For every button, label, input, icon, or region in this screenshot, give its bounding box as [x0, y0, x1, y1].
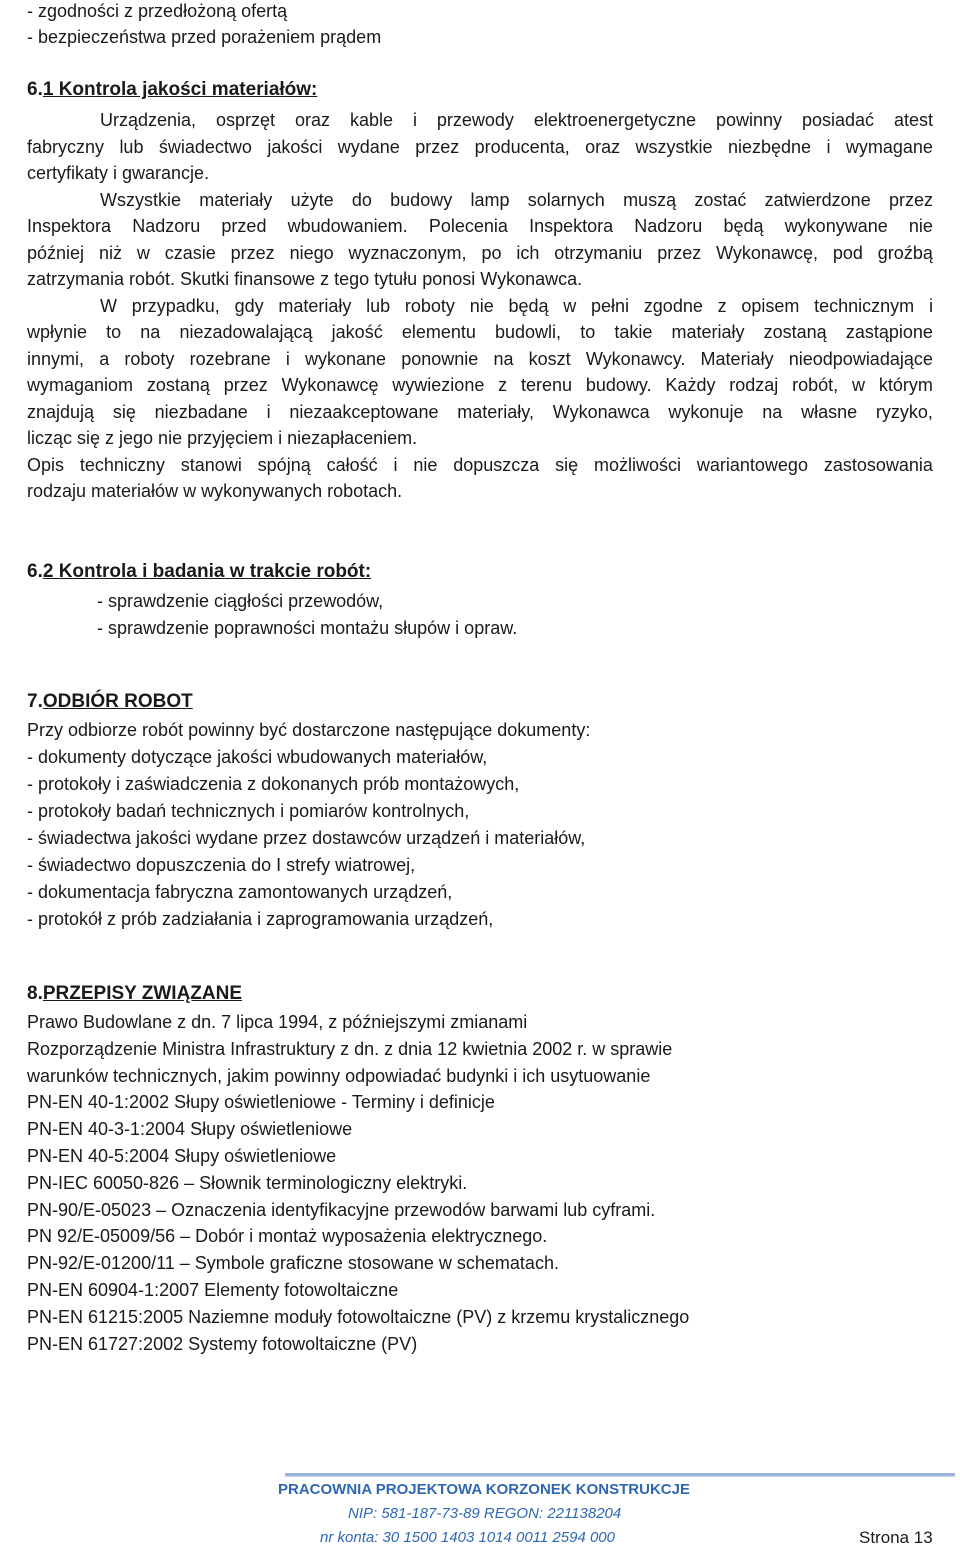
section-title: 1 Kontrola jakości materiałów: [42, 79, 318, 100]
regulation-item: PN-EN 61215:2005 Naziemne moduły fotowoltaiczne (PV) z krzemu krystalicznego [27, 1306, 690, 1327]
paragraph-line: licząc się z jego nie przyjęciem i niezapłaceniem. [27, 428, 418, 448]
paragraph-line: wymaganiom zostaną przez Wykonawcę wywiezione z terenu budowy. Każdy rodzaj robót, w którym [27, 375, 933, 395]
bullet-item: - bezpieczeństwa przed porażeniem prądem [27, 27, 382, 47]
section-number: 8. [27, 983, 43, 1004]
footer-ids: NIP: 581-187-73-89 REGON: 221138204 [348, 1505, 622, 1522]
section-number: 7. [27, 691, 43, 712]
regulation-item: PN-EN 40-3-1:2004 Słupy oświetleniowe [27, 1119, 353, 1140]
document-item: - protokół z prób zadziałania i zaprogramowania urządzeń, [27, 909, 494, 929]
regulation-item: Rozporządzenie Ministra Infrastruktury z dn. z dnia 12 kwietnia 2002 r. w sprawie [27, 1038, 673, 1059]
footer-company: PRACOWNIA PROJEKTOWA KORZONEK KONSTRUKCJE [278, 1481, 690, 1498]
regulation-item: PN 92/E-05009/56 – Dobór i montaż wyposażenia elektrycznego. [27, 1226, 548, 1247]
regulation-item: warunków technicznych, jakim powinny odpowiadać budynki i ich usytuowanie [27, 1065, 651, 1086]
document-item: - świadectwa jakości wydane przez dostawców urządzeń i materiałów, [27, 828, 586, 848]
regulation-item: Prawo Budowlane z dn. 7 lipca 1994, z późniejszymi zmianami [27, 1012, 528, 1032]
section-number: 6. [27, 79, 43, 100]
footer-account: nr konta: 30 1500 1403 1014 0011 2594 000 [320, 1529, 615, 1546]
regulation-item: PN-90/E-05023 – Oznaczenia identyfikacyjne przewodów barwami lub cyframi. [27, 1199, 656, 1220]
footer-divider [285, 1473, 955, 1477]
section-heading [27, 981, 242, 1007]
paragraph-line: zatrzymania robót. Skutki finansowe z tego tytułu ponosi Wykonawca. [27, 269, 583, 289]
bullet-item: - zgodności z przedłożoną ofertą [27, 1, 288, 21]
regulation-item: PN-EN 40-1:2002 Słupy oświetleniowe - Terminy i definicje [27, 1092, 495, 1113]
paragraph-line: W przypadku, gdy materiały lub roboty nie będą w pełni zgodne z opisem technicznym i [100, 295, 933, 316]
section-heading [27, 77, 317, 103]
section-intro: Przy odbiorze robót powinny być dostarczone następujące dokumenty: [27, 720, 591, 740]
paragraph-line: później niż w czasie przez niego wyznaczonym, po ich otrzymaniu przez Wykonawcę, pod groźbą [27, 242, 933, 263]
document-item: - protokoły badań technicznych i pomiarów kontrolnych, [27, 801, 470, 821]
document-item: - dokumentacja fabryczna zamontowanych urządzeń, [27, 882, 453, 902]
regulation-item: PN-92/E-01200/11 – Symbole graficzne stosowane w schematach. [27, 1253, 559, 1274]
paragraph-line: wpłynie to na niezadowalającą jakość elementu budowli, to takie materiały zostaną zastąpione [27, 322, 933, 342]
paragraph-line: Opis techniczny stanowi spójną całość i nie dopuszcza się możliwości wariantowego zastosowania [27, 454, 933, 475]
document-item: - protokoły i zaświadczenia z dokonanych prób montażowych, [27, 774, 520, 794]
section-title: ODBIÓR ROBOT [42, 691, 193, 712]
section-heading [27, 559, 371, 585]
paragraph-line: Urządzenia, osprzęt oraz kable i przewody elektroenergetyczne powinny posiadać atest [100, 110, 933, 130]
paragraph-line: certyfikaty i gwarancje. [27, 163, 210, 183]
paragraph-line: fabryczny lub świadectwo jakości wydane przez producenta, oraz wszystkie niezbędne i wymagane [27, 136, 933, 157]
section-number: 6. [27, 561, 43, 582]
section-title: PRZEPISY ZWIĄZANE [42, 983, 243, 1004]
check-item: - sprawdzenie poprawności montażu słupów i opraw. [97, 618, 518, 638]
regulation-item: PN-EN 60904-1:2007 Elementy fotowoltaiczne [27, 1280, 399, 1300]
regulation-item: PN-IEC 60050-826 – Słownik terminologiczny elektryki. [27, 1172, 468, 1193]
paragraph-line: Inspektora Nadzoru przed wbudowaniem. Polecenia Inspektora Nadzoru będą wykonywane nie [27, 216, 933, 236]
paragraph-line: rodzaju materiałów w wykonywanych robotach. [27, 481, 403, 501]
regulation-item: PN-EN 40-5:2004 Słupy oświetleniowe [27, 1146, 337, 1166]
paragraph-line: innymi, a roboty rozebrane i wykonane ponownie na koszt Wykonawcy. Materiały nieodpowiadające [27, 348, 933, 369]
paragraph-line: Wszystkie materiały użyte do budowy lamp solarnych muszą zostać zatwierdzone przez [100, 189, 933, 210]
page-number: Strona 13 [859, 1528, 933, 1547]
regulation-item: PN-EN 61727:2002 Systemy fotowoltaiczne (PV) [27, 1333, 418, 1354]
section-title: 2 Kontrola i badania w trakcie robót: [42, 561, 372, 582]
document-item: - dokumenty dotyczące jakości wbudowanych materiałów, [27, 747, 488, 767]
document-item: - świadectwo dopuszczenia do I strefy wiatrowej, [27, 855, 416, 875]
paragraph-line: znajdują się niezbadane i niezaakceptowane materiały, Wykonawca wykonuje na własne ryzyko, [27, 401, 933, 422]
check-item: - sprawdzenie ciągłości przewodów, [97, 591, 384, 611]
section-heading [27, 689, 193, 715]
